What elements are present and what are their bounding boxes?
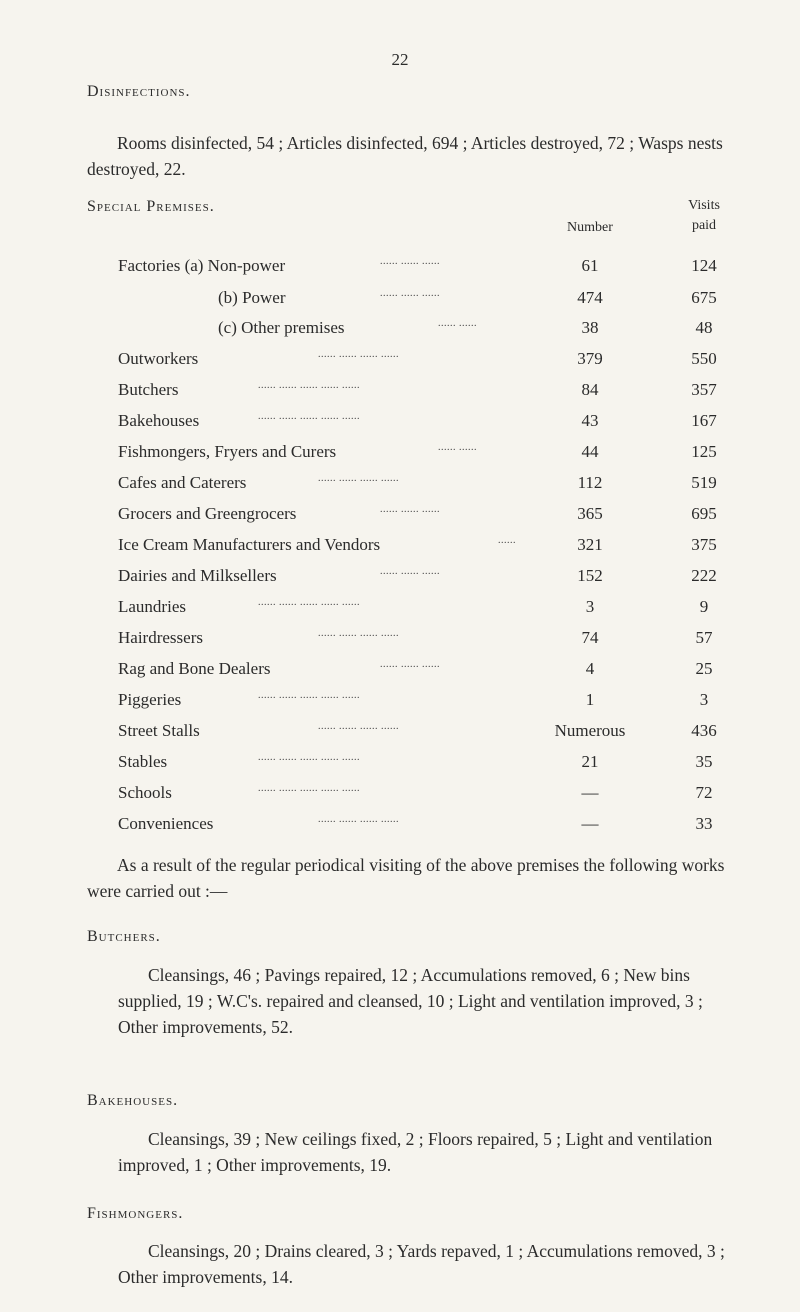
leader-dots: ...... ...... ...... (380, 288, 440, 299)
premises-number: 4 (585, 659, 595, 678)
table-row (118, 597, 738, 627)
premises-number: 44 (581, 442, 599, 461)
premises-number: 321 (577, 535, 603, 554)
table-row (118, 566, 738, 596)
premises-number: — (581, 783, 599, 802)
table-row (118, 349, 738, 379)
leader-dots: ...... ...... ...... (380, 256, 440, 267)
premises-visits: 675 (691, 288, 717, 307)
bakehouses-heading: Bakehouses. (87, 1092, 179, 1109)
premises-number: 379 (577, 349, 603, 368)
table-row (118, 752, 738, 782)
table-row (118, 814, 738, 844)
premises-label: Butchers (118, 380, 179, 399)
premises-number: 61 (581, 256, 599, 275)
premises-label: Stables (118, 752, 168, 771)
premises-label: Factories (a) Non-power (118, 256, 286, 275)
premises-visits: 167 (691, 411, 717, 430)
premises-visits: 48 (695, 318, 713, 337)
bakehouses-text: Cleansings, 39 ; New ceilings fixed, 2 ; Floors repaired, 5 ; Light and ventilation improved, 1 ; Other improvements, 19. (118, 1129, 713, 1175)
premises-number: 43 (581, 411, 599, 430)
leader-dots: ...... ...... ...... ...... ...... (258, 690, 360, 701)
leader-dots: ...... (498, 535, 516, 546)
column-header-number: Number (567, 220, 613, 235)
column-header-visits-line2: paid (691, 218, 717, 233)
table-row (118, 783, 738, 813)
column-header-visits (674, 196, 734, 236)
premises-number: 3 (585, 597, 595, 616)
column-header-visits-line1: Visits (688, 198, 720, 213)
premises-number: 38 (581, 318, 599, 337)
premises-label: Schools (118, 783, 172, 802)
leader-dots: ...... ...... ...... ...... ...... (258, 752, 360, 763)
premises-visits: 35 (695, 752, 713, 771)
leader-dots: ...... ...... ...... ...... (318, 814, 399, 825)
leader-dots: ...... ...... ...... ...... ...... (258, 380, 360, 391)
premises-visits: 25 (695, 659, 713, 678)
leader-dots: ...... ...... ...... (380, 504, 440, 515)
premises-label: Bakehouses (118, 411, 200, 430)
premises-number: 74 (581, 628, 599, 647)
leader-dots: ...... ...... ...... ...... ...... (258, 783, 360, 794)
premises-visits: 33 (695, 814, 713, 833)
premises-visits: 3 (699, 690, 709, 709)
premises-visits: 125 (691, 442, 717, 461)
table-row (118, 318, 738, 348)
premises-label: (c) Other premises (218, 318, 345, 337)
premises-label: Street Stalls (118, 721, 200, 740)
premises-label: Hairdressers (118, 628, 203, 647)
premises-number: 365 (577, 504, 603, 523)
fishmongers-text: Cleansings, 20 ; Drains cleared, 3 ; Yards repaved, 1 ; Accumulations removed, 3 ; Other improvements, 14. (118, 1241, 725, 1287)
premises-label: Fishmongers, Fryers and Curers (118, 442, 337, 461)
premises-visits: 57 (695, 628, 713, 647)
premises-label: Piggeries (118, 690, 182, 709)
premises-label: Dairies and Milksellers (118, 566, 277, 585)
premises-number: 21 (581, 752, 599, 771)
butchers-text: Cleansings, 46 ; Pavings repaired, 12 ; Accumulations removed, 6 ; New bins supplied, 19 ; W.C's. repaired and cleansed, 10 ; Light and ventilation improved, 3 ; Other improvements, 52. (118, 965, 703, 1037)
leader-dots: ...... ...... ...... (380, 659, 440, 670)
premises-visits: 72 (695, 783, 713, 802)
premises-number: Numerous (554, 721, 626, 740)
premises-number: — (581, 814, 599, 833)
table-row (118, 690, 738, 720)
premises-visits: 519 (691, 473, 717, 492)
fishmongers-heading: Fishmongers. (87, 1205, 184, 1222)
disinfections-heading: Disinfections. (87, 83, 191, 100)
table-row (118, 659, 738, 689)
premises-label: Rag and Bone Dealers (118, 659, 271, 678)
table-row (118, 535, 738, 565)
leader-dots: ...... ...... ...... ...... ...... (258, 411, 360, 422)
premises-visits: 357 (691, 380, 717, 399)
premises-number: 152 (577, 566, 603, 585)
table-row (118, 442, 738, 472)
disinfections-text: Rooms disinfected, 54 ; Articles disinfected, 694 ; Articles destroyed, 72 ; Wasps nests destroyed, 22. (87, 133, 723, 179)
premises-visits: 9 (699, 597, 709, 616)
special-premises-heading: Special Premises. (87, 198, 215, 215)
premises-number: 84 (581, 380, 599, 399)
premises-label: Ice Cream Manufacturers and Vendors (118, 535, 381, 554)
leader-dots: ...... ...... ...... ...... (318, 628, 399, 639)
premises-visits: 550 (691, 349, 717, 368)
premises-label: (b) Power (218, 288, 286, 307)
butchers-heading: Butchers. (87, 928, 161, 945)
table-row (118, 411, 738, 441)
premises-visits: 222 (691, 566, 717, 585)
table-row (118, 256, 738, 286)
premises-label: Conveniences (118, 814, 214, 833)
table-row (118, 504, 738, 534)
leader-dots: ...... ...... ...... ...... ...... (258, 597, 360, 608)
table-row (118, 380, 738, 410)
table-row (118, 721, 738, 751)
premises-visits: 436 (691, 721, 717, 740)
table-row (118, 473, 738, 503)
premises-label: Cafes and Caterers (118, 473, 247, 492)
premises-label: Laundries (118, 597, 186, 616)
premises-label: Outworkers (118, 349, 199, 368)
premises-visits: 375 (691, 535, 717, 554)
leader-dots: ...... ...... ...... ...... (318, 473, 399, 484)
premises-visits: 695 (691, 504, 717, 523)
leader-dots: ...... ...... ...... ...... (318, 349, 399, 360)
result-text: As a result of the regular periodical visiting of the above premises the following works were carried out :— (87, 855, 725, 901)
table-row (118, 288, 738, 318)
leader-dots: ...... ...... (438, 318, 477, 329)
premises-number: 474 (577, 288, 603, 307)
page-number: 22 (391, 50, 409, 69)
leader-dots: ...... ...... ...... (380, 566, 440, 577)
premises-number: 112 (577, 473, 603, 492)
table-row (118, 628, 738, 658)
premises-number: 1 (585, 690, 595, 709)
leader-dots: ...... ...... ...... ...... (318, 721, 399, 732)
premises-visits: 124 (691, 256, 717, 275)
premises-label: Grocers and Greengrocers (118, 504, 297, 523)
leader-dots: ...... ...... (438, 442, 477, 453)
